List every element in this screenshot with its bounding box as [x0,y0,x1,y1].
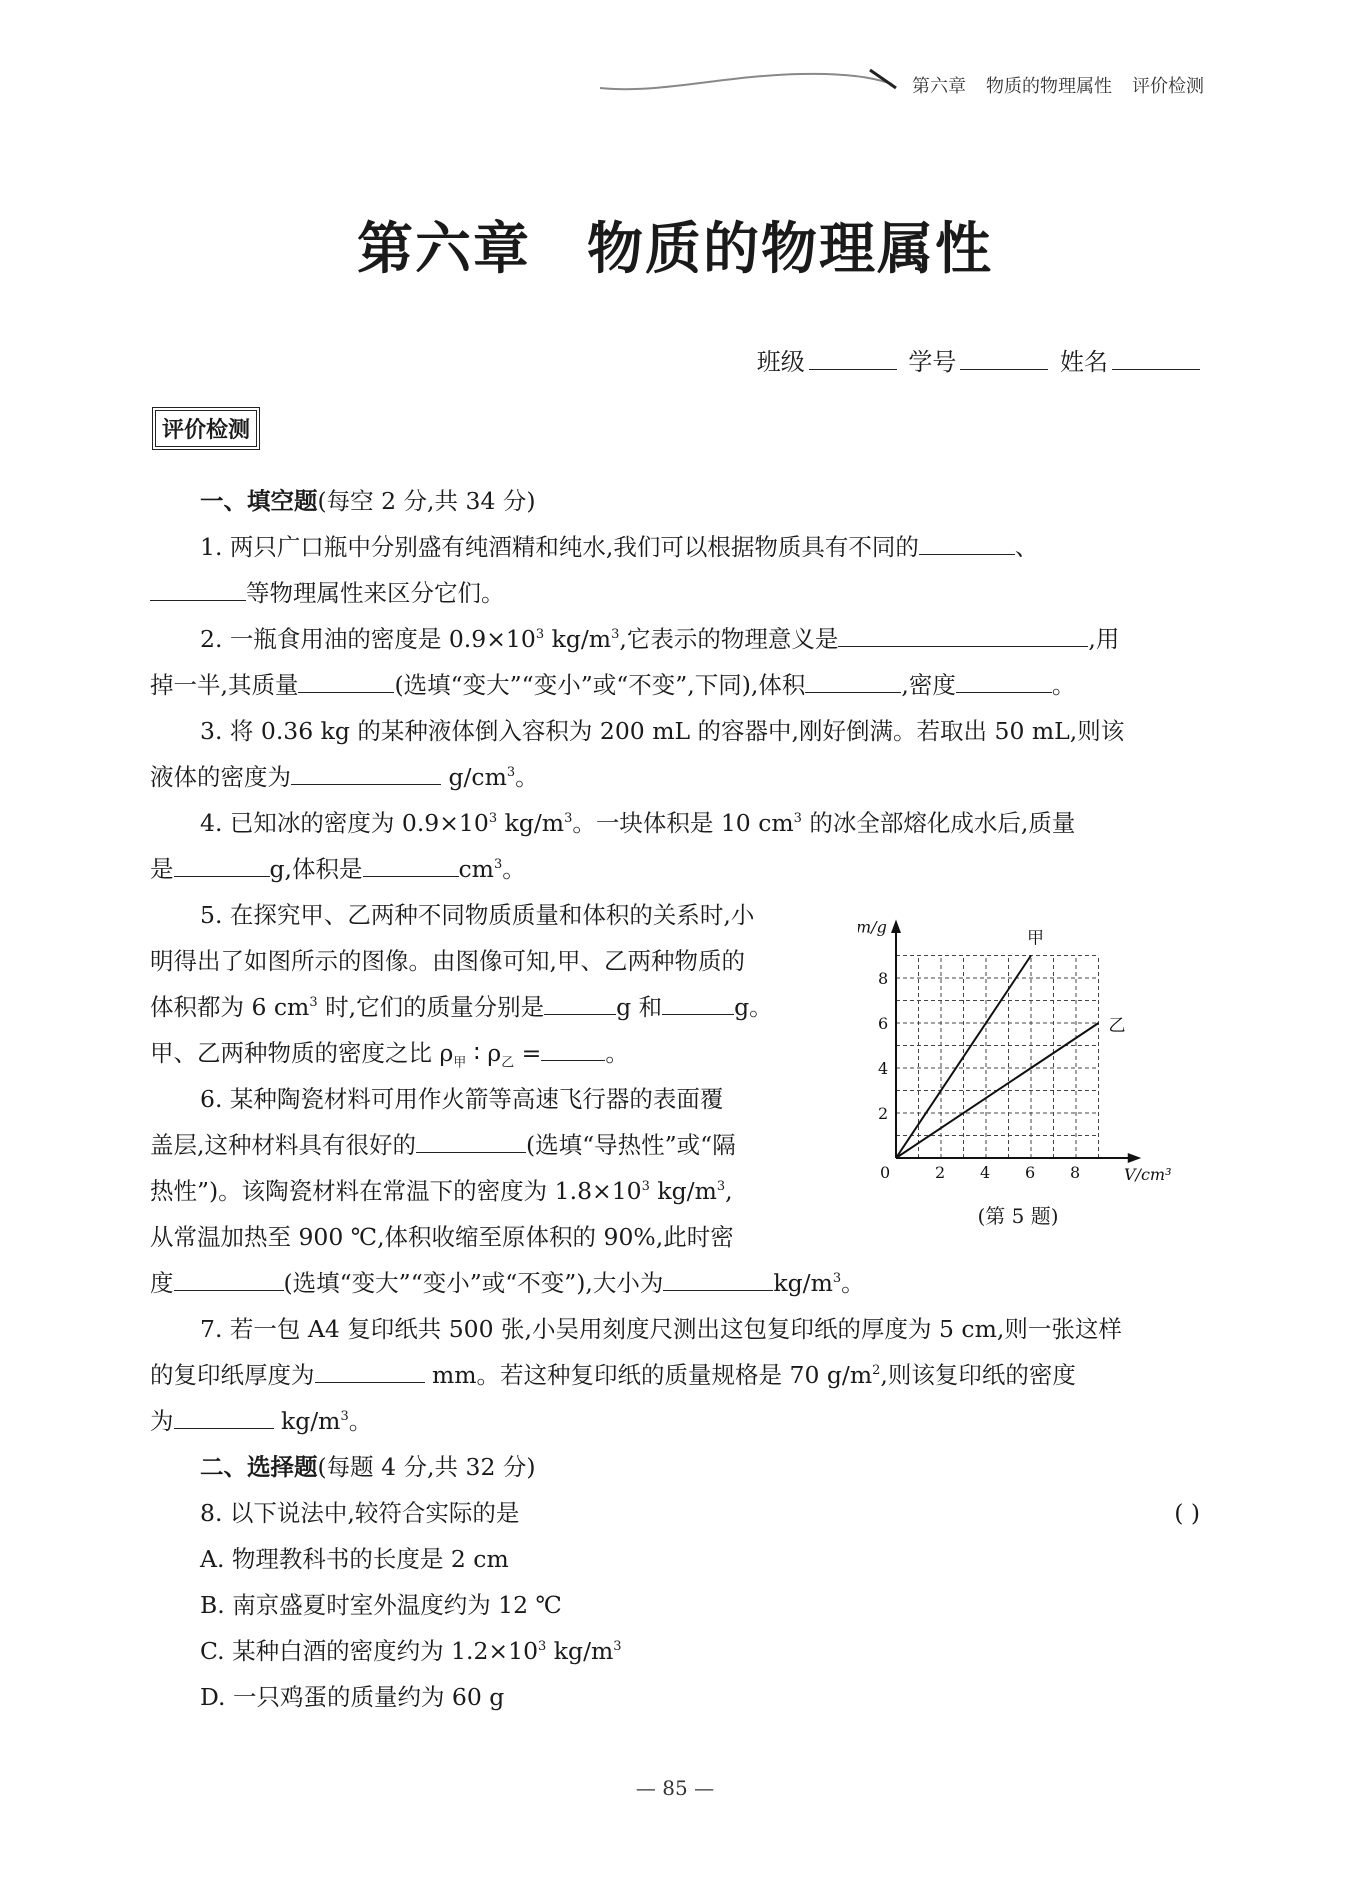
number-blank[interactable] [960,347,1048,370]
question-8: 8. 以下说法中,较符合实际的是 ( ) [150,1490,1200,1536]
part1-heading: 一、填空题(每空 2 分,共 34 分) [200,487,536,515]
title-topic: 物质的物理属性 [587,216,993,282]
running-head-topic: 物质的物理属性 [986,76,1112,97]
x-axis-label: V/cm³ [1124,1165,1172,1184]
q7-blank-2[interactable] [174,1402,274,1429]
part2-heading: 二、选择题(每题 4 分,共 32 分) [200,1453,536,1481]
series-label-1: 甲 [1027,928,1044,949]
q3-blank[interactable] [291,758,441,785]
q2-blank-2[interactable] [298,666,394,693]
y-axis-arrow [891,920,901,934]
section-box: 评价检测 [155,410,257,447]
page-title [0,205,1350,285]
q8-answer-paren[interactable]: ( ) [1174,1499,1200,1527]
mass-volume-chart [858,900,1178,1200]
number-label: 学号 [908,348,957,376]
q8-option-b[interactable]: B. 南京盛夏时室外温度约为 12 ℃ [200,1591,562,1619]
name-label: 姓名 [1060,348,1108,376]
running-head [892,72,1204,98]
question-1: 1. 两只广口瓶中分别盛有纯酒精和纯水,我们可以根据物质具有不同的 、 等物理属性来区分它们。 [150,524,1200,616]
x-tick-label: 2 [935,1163,946,1182]
y-tick-label: 6 [878,1014,889,1033]
q2-blank-4[interactable] [956,666,1052,693]
q8-option-c[interactable]: C. 某种白酒的密度约为 $1.2\times 10^3$ $kg/m^3$ [200,1637,622,1665]
x-axis-arrow [1128,1153,1142,1163]
question-7: 7. 若一包 A4 复印纸共 500 张,小吴用刻度尺测出这包复印纸的厚度为 5 cm,则一张这样 的复印纸厚度为 mm。若这种复印纸的质量规格是 70 $g/m^2$,则该复印纸的密度 为 $kg/m^3$。 [150,1315,1122,1435]
question-5: 5. 在探究甲、乙两种不同物质质量和体积的关系时,小 明得出了如图所示的图像。由图像可知,甲、乙两种物质的 体积都为 6 $cm^3$ 时,它们的质量分别是 g 和 g。 甲、乙两种物质的密度之比 $\rho_甲$ ∶ $\rho_乙$ = 。 [150,901,773,1071]
page-number: — 85 — [635,1776,715,1800]
q7-blank-1[interactable] [315,1356,425,1383]
x-tick-label: 6 [1025,1163,1036,1182]
figure-caption: (第 5 题) [977,1204,1059,1228]
class-blank[interactable] [809,347,897,370]
question-6: 6. 某种陶瓷材料可用作火箭等高速飞行器的表面覆 盖层,这种材料具有很好的 (选填“导热性”或“隔 热性”)。该陶瓷材料在常温下的密度为 $1.8\times 10^3$ $kg/m^3$, 从常温加热至 900 ℃,体积收缩至原体积的 90%,此时密 [150,1085,736,1251]
q1-blank-1[interactable] [919,528,1015,555]
q2-blank-1[interactable] [838,620,1088,647]
q5-blank-3[interactable] [541,1034,605,1061]
question-2: 2. 一瓶食用油的密度是 $0.9\times 10^3$ $kg/m^3$,它表示的物理意义是 ,用 掉一半,其质量 (选填“变大”“变小”或“不变”,下同),体积 ,密度 。 [150,616,1200,708]
running-head-chapter: 第六章 [912,76,966,97]
name-blank[interactable] [1112,347,1200,370]
title-chapter: 第六章 [357,216,531,282]
q1-blank-2[interactable] [150,574,246,601]
y-axis-label: m/g [858,917,887,937]
questions-5-6-wrap [150,892,820,1260]
q6-blank-1[interactable] [416,1126,526,1153]
q8-option-d[interactable]: D. 一只鸡蛋的质量约为 60 g [200,1683,505,1711]
question-6-continued: 度 (选填“变大”“变小”或“不变”),大小为 $kg/m^3$。 [150,1260,1200,1306]
x-tick-label: 8 [1070,1163,1081,1182]
q8-option-a[interactable]: A. 物理教科书的长度是 2 cm [200,1545,509,1573]
y-tick-label: 2 [878,1104,889,1123]
q6-blank-2[interactable] [174,1264,284,1291]
q5-blank-2[interactable] [662,988,734,1015]
x-tick-label: 4 [980,1163,991,1182]
y-tick-label: 8 [878,969,889,988]
series-label-2: 乙 [1108,1016,1126,1036]
q6-blank-3[interactable] [663,1264,773,1291]
student-info [757,342,1204,377]
y-tick-label: 4 [878,1059,889,1078]
q5-blank-1[interactable] [544,988,616,1015]
question-4: 4. 已知冰的密度为 $0.9\times 10^3$ $kg/m^3$。一块体积是 10 $cm^3$ 的冰全部熔化成水后,质量 是 g,体积是 $cm^3$。 [150,809,1076,883]
q5-figure [858,900,1178,1240]
header-swoosh-decoration [600,66,900,96]
q4-blank-2[interactable] [363,850,459,877]
q4-blank-1[interactable] [174,850,270,877]
running-head-section: 评价检测 [1132,76,1204,97]
class-label: 班级 [756,348,805,376]
question-3: 3. 将 0.36 kg 的某种液体倒入容积为 200 mL 的容器中,刚好倒满。若取出 50 mL,则该 液体的密度为 $g/cm^3$。 [150,717,1125,791]
q2-blank-3[interactable] [805,666,901,693]
x-tick-label: 0 [880,1163,891,1182]
